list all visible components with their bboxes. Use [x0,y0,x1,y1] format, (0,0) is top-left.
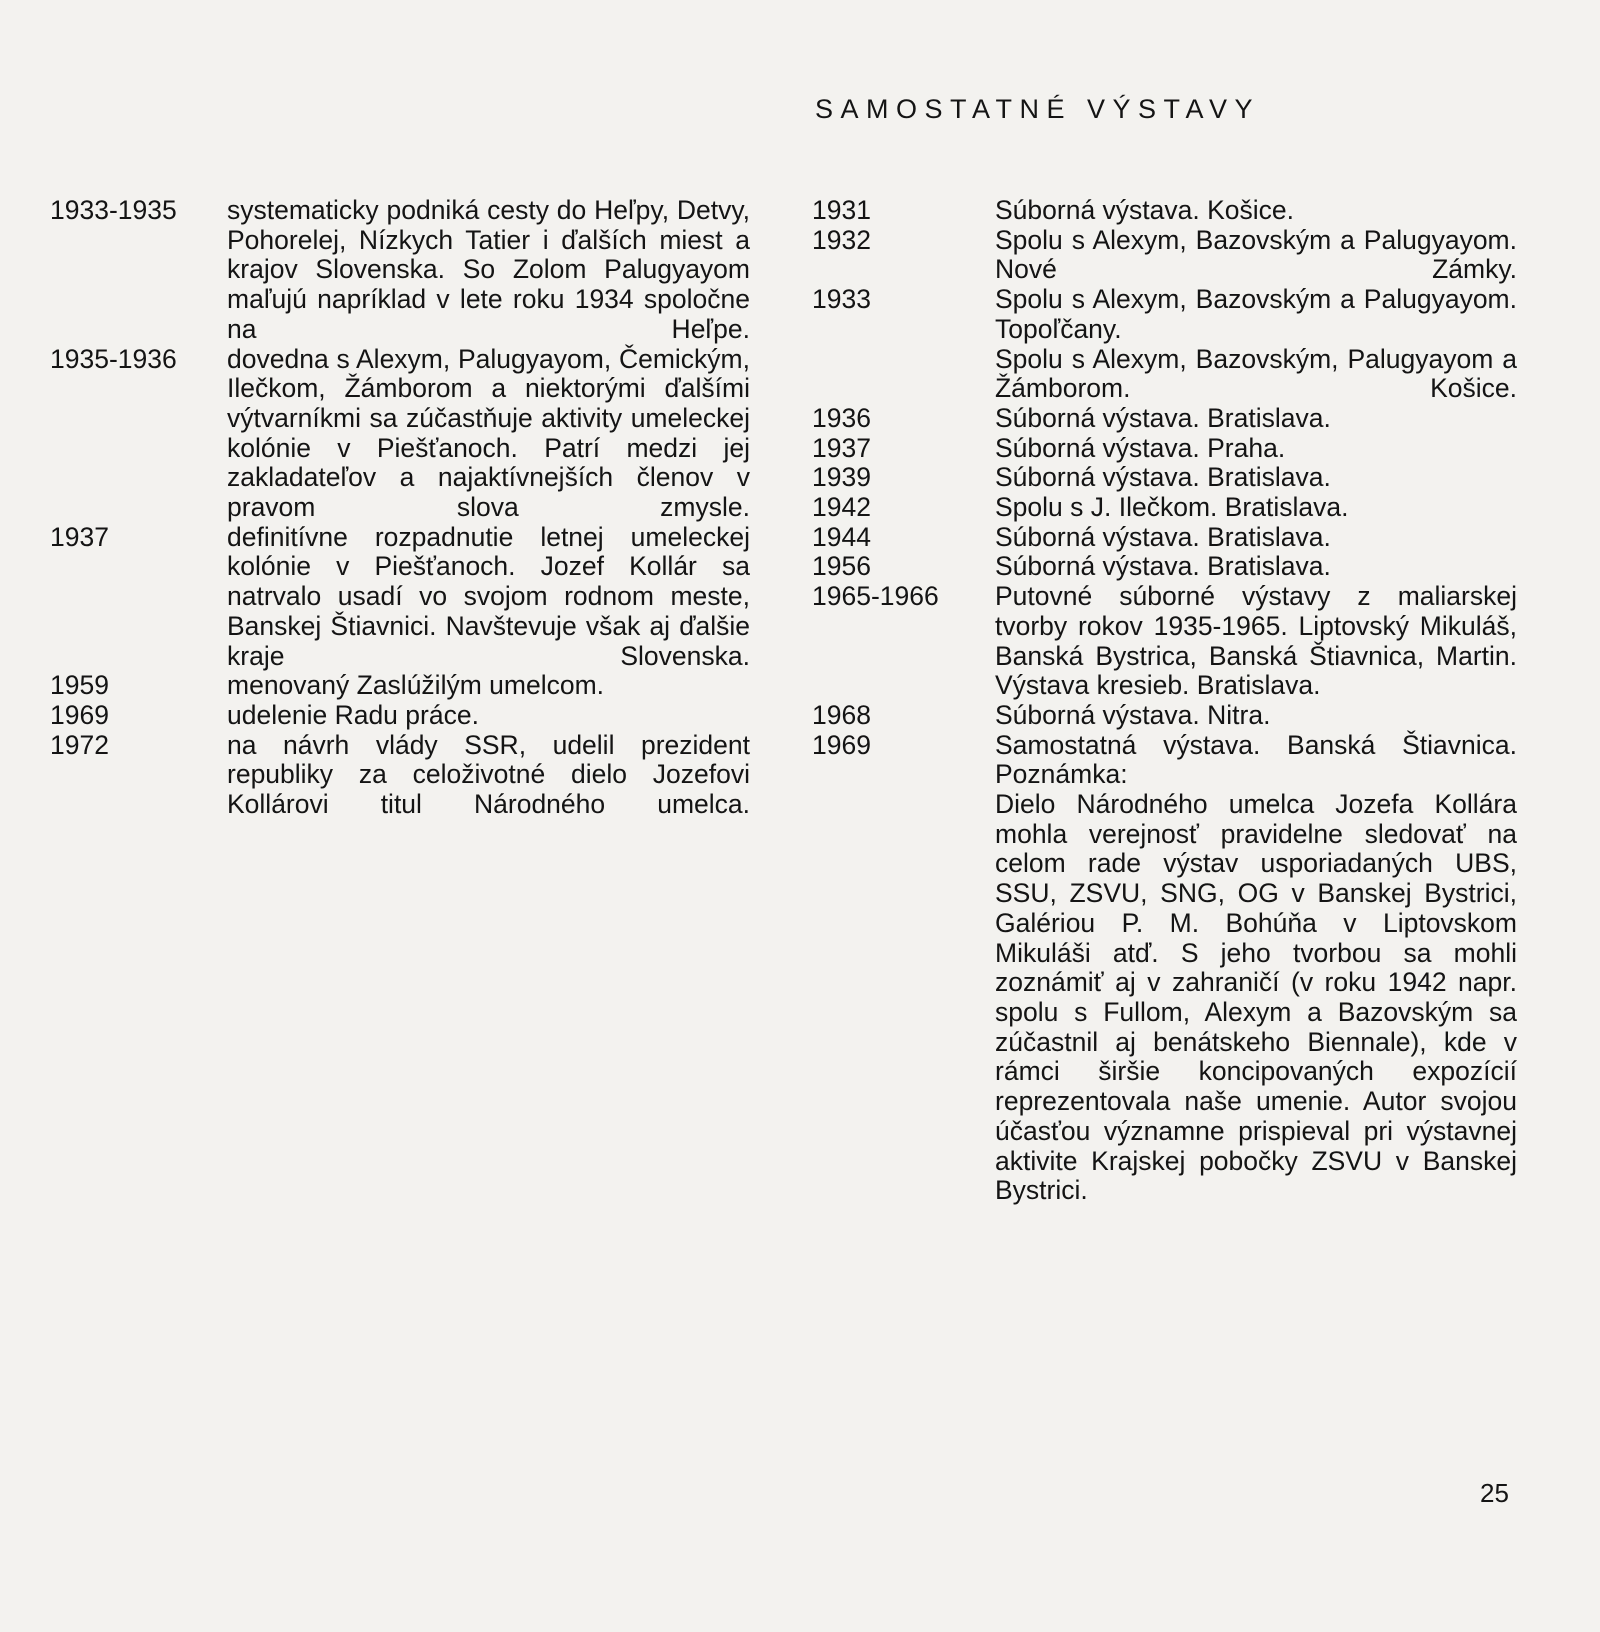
entry-year: 1969 [50,699,109,730]
list-item [812,345,1517,404]
entry-text: Súborná výstava. Praha. [995,432,1286,463]
list-item [50,345,750,523]
list-item [50,701,750,731]
entry-text: Putovné súborné výstavy z maliarskej tvorby rokov 1935-1965. Liptovský Mikuláš, Banská Bystrica, Banská Štiavnica, Martin. [995,581,1517,671]
entry-year: 1965-1966 [812,581,939,612]
entry-year: 1972 [50,729,109,760]
list-item [812,493,1517,523]
list-item [50,196,750,345]
list-item [50,523,750,672]
entry-year: 1939 [812,462,871,493]
list-item [812,552,1517,582]
entry-year: 1944 [812,521,871,552]
exhibitions-column [812,196,1517,1206]
entry-text: Spolu s Alexym, Bazovským a Palugyayom. Nové Zámky. [995,224,1517,285]
entry-text: Súborná výstava. Nitra. [995,699,1271,730]
list-item [50,671,750,701]
list-item [812,523,1517,553]
entry-text: udelenie Radu práce. [227,699,479,730]
list-item [812,731,1517,761]
entry-text: Samostatná výstava. Banská Štiavnica. [995,729,1517,760]
entry-text: definitívne rozpadnutie letnej umeleckej kolónie v Piešťanoch. Jozef Kollár sa natrvalo usadí vo svojom rodnom meste, Banskej Štiavnici. Navštevuje však aj ďalšie kraje Slovenska. [227,521,750,671]
entry-text: dovedna s Alexym, Palugyayom, Čemickým, Ilečkom, Žámborom a niektorými ďalšími výtvarníkmi sa zúčastňuje aktivity umeleckej kolónie v Piešťanoch. Patrí medzi jej zakladateľov a najaktívnejších členov v pravom slova zmysle. [227,343,750,523]
list-item [50,731,750,820]
list-item [812,582,1517,671]
list-item [812,671,1517,701]
entry-year [812,345,995,404]
list-item [812,226,1517,285]
entry-year: 1969 [812,729,871,760]
biography-column [50,196,750,820]
entry-text: na návrh vlády SSR, udelil prezident republiky za celoživotné dielo Jozefovi Kollárovi titul Národného umelca. [227,729,750,820]
list-item [812,285,1517,344]
list-item [812,434,1517,464]
entry-year: 1937 [50,521,109,552]
entry-year: 1937 [812,432,871,463]
list-item [812,196,1517,226]
entry-text: Súborná výstava. Košice. [995,195,1295,225]
entry-text: menovaný Zaslúžilým umelcom. [227,670,605,701]
entry-text: Výstava kresieb. Bratislava. [995,670,1321,701]
entry-year: 1956 [812,551,871,582]
entry-text: Spolu s Alexym, Bazovským, Palugyayom a Žámborom. Košice. [995,343,1517,404]
entry-year: 1968 [812,699,871,730]
entry-year: 1931 [812,195,871,225]
list-item [812,701,1517,731]
entry-year: 1942 [812,492,871,523]
entry-text: systematicky podniká cesty do Heľpy, Detvy, Pohorelej, Nízkych Tatier i ďalších miest a krajov Slovenska. So Zolom Palugyayom maľujú napríklad v lete roku 1934 spoločne na Heľpe. [227,195,750,344]
entry-year: 1935-1936 [50,343,177,374]
note-title: Poznámka: [995,759,1128,790]
entry-year [812,671,995,701]
entry-year: 1932 [812,224,871,255]
entry-text: Spolu s J. Ilečkom. Bratislava. [995,492,1349,523]
entry-text: Spolu s Alexym, Bazovským a Palugyayom. Topoľčany. [995,284,1517,344]
section-heading: SAMOSTATNÉ VÝSTAVY [815,94,1261,124]
entry-text: Súborná výstava. Bratislava. [995,551,1331,582]
entry-year: 1959 [50,670,109,701]
entry-year: 1933 [812,284,871,315]
note [812,790,1517,1206]
entry-year: 1933-1935 [50,195,177,225]
page-number: 25 [1480,1478,1509,1508]
entry-text: Súborná výstava. Bratislava. [995,402,1331,433]
entry-text: Súborná výstava. Bratislava. [995,462,1331,493]
entry-text: Súborná výstava. Bratislava. [995,521,1331,552]
list-item [812,463,1517,493]
entry-year: 1936 [812,402,871,433]
note-text: Dielo Národného umelca Jozefa Kollára mohla verejnosť pravidelne sledovať na celom rade výstav usporiadaných UBS, SSU, ZSVU, SNG, OG v Banskej Bystrici, Galériou P. M. Bohúňa v Liptovskom Mikuláši atď. S jeho tvorbou sa mohli zoznámiť aj v zahraničí (v roku 1942 napr. spolu s Fullom, Alexym a Bazovským sa zúčastnil aj benátskeho Biennale), kde v rámci širšie koncipovaných expozícií reprezentovala naše umenie. Autor svojou účasťou významne prispieval pri výstavnej aktivite Krajskej pobočky ZSVU v Banskej Bystrici. [995,789,1517,1206]
list-item [812,404,1517,434]
